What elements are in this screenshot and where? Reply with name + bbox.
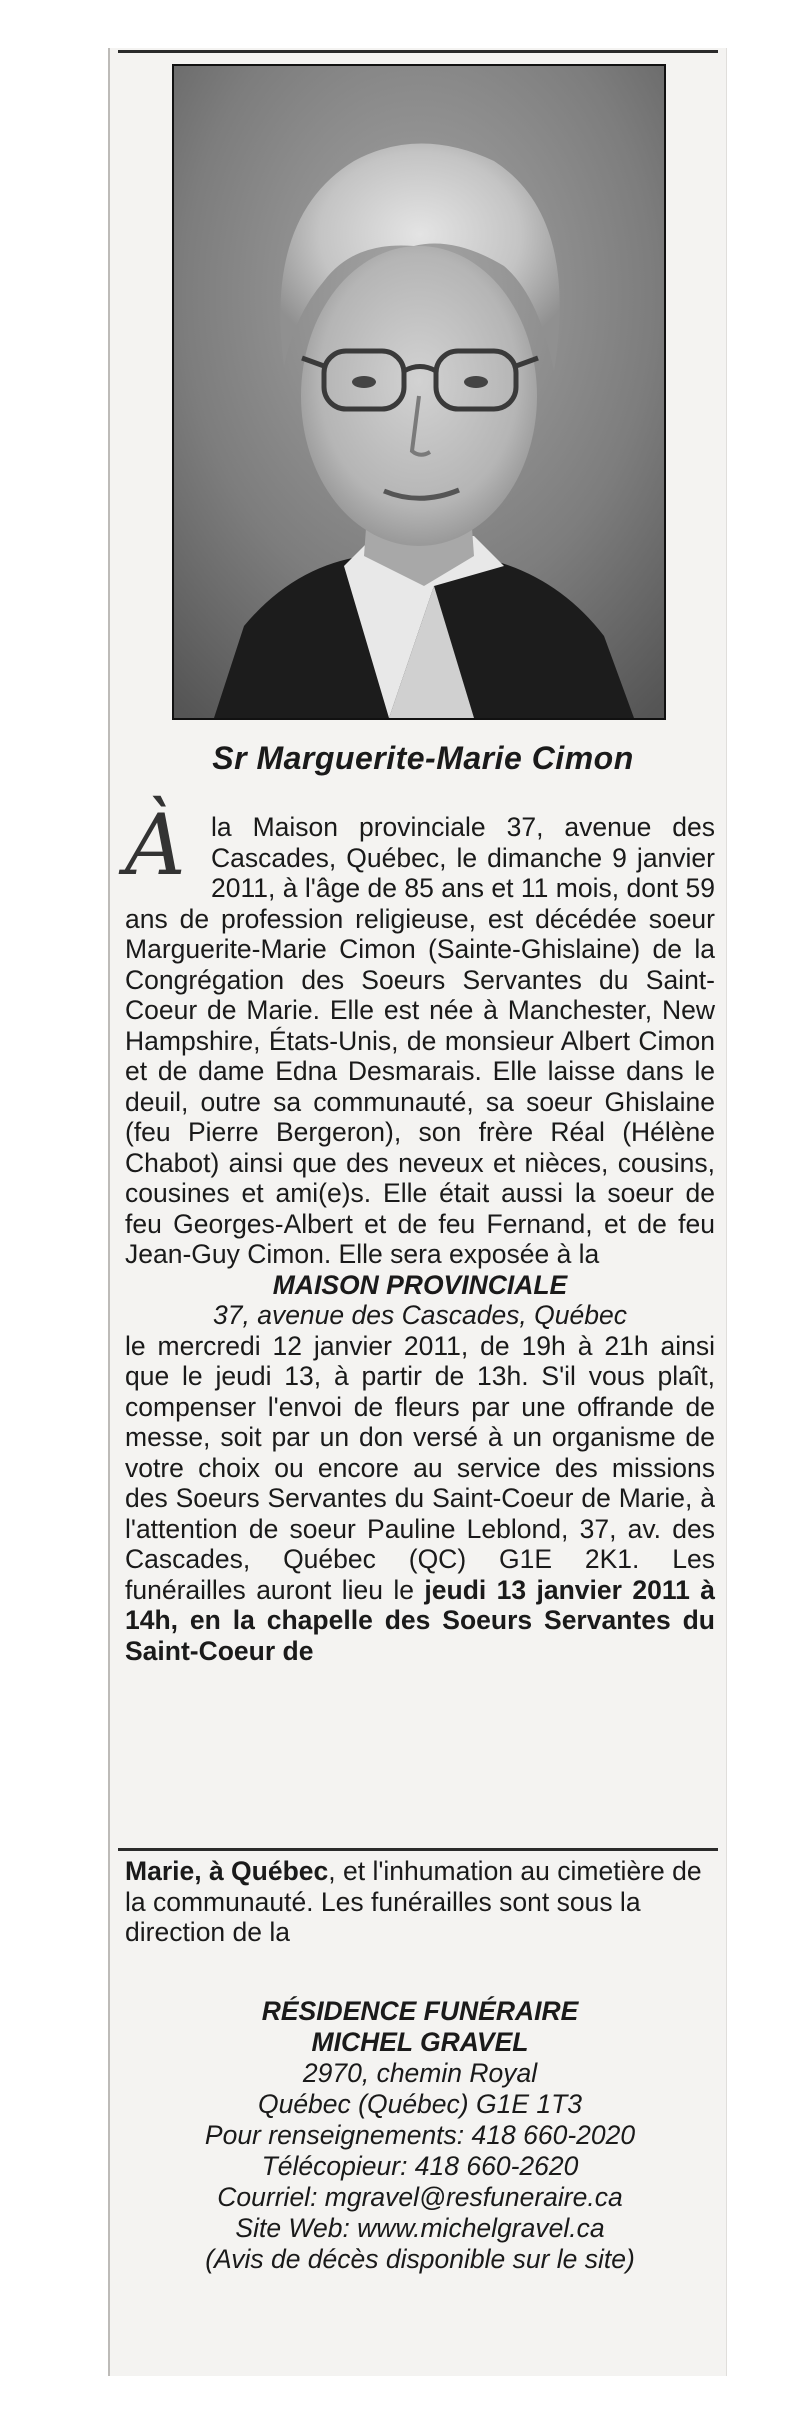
top-rule [118,50,718,53]
portrait-illustration [174,66,664,718]
funeral-date-bold: jeudi 13 janvier 2011 à 14h, en la chapelle des Soeurs Servantes du Saint-Coeur de [125,1574,715,1666]
obituary-continuation [125,1856,715,1948]
funeral-home-fax: Télécopieur: 418 660-2620 [261,2151,579,2181]
portrait-photo [172,64,666,720]
funeral-home-block [125,1996,715,2275]
funeral-home-name-1: RÉSIDENCE FUNÉRAIRE [261,1996,579,2026]
drop-cap: À [125,796,186,894]
funeral-home-city: Québec (Québec) G1E 1T3 [257,2089,583,2119]
location-address: 37, avenue des Cascades, Québec [213,1300,627,1330]
funeral-home-notice: (Avis de décès disponible sur le site) [205,2244,635,2274]
funeral-home-street: 2970, chemin Royal [302,2058,538,2088]
funeral-home-name-2: MICHEL GRAVEL [311,2027,529,2057]
obituary-paragraph-1: la Maison provinciale 37, avenue des Cascades, Québec, le dimanche 9 janvier 2011, à l'âge de 85 ans et 11 mois, dont 59 ans de profession religieuse, est décédée soeur Marguerite-Marie Cimon (Sainte-Ghislaine) de la Congrégation des Soeurs Servantes du Saint-Coeur de Marie. Elle est née à Manchester, New Hampshire, États-Unis, de monsieur Albert Cimon et de dame Edna Desmarais. Elle laisse dans le deuil, outre sa communauté, sa soeur Ghislaine (feu Pierre Bergeron), son frère Réal (Hélène Chabot) ainsi que des neveux et nièces, cousins, cousines et ami(e)s. Elle était aussi la soeur de feu Georges-Albert et de feu Fernand, et de feu Jean-Guy Cimon. Elle sera exposée à la [125,812,715,1269]
obituary-paragraph-3: , et l'inhumation au cimetière de la communauté. Les funérailles sont sous la direction de la [125,1856,702,1947]
funeral-home-phone: Pour renseignements: 418 660-2020 [204,2120,636,2150]
obituary-text [125,796,715,1666]
obituary-paragraph-2: le mercredi 12 janvier 2011, de 19h à 21h ainsi que le jeudi 13, à partir de 13h. S'il vous plaît, compenser l'envoi de fleurs par une offrande de messe, soit par un don versé à un organisme de votre choix ou encore au service des missions des Soeurs Servantes du Saint-Coeur de Marie, à l'attention de soeur Pauline Leblond, 37, av. des Cascades, Québec (QC) G1E 2K1. Les funérailles auront lieu le [125,1330,715,1605]
location-title: MAISON PROVINCIALE [272,1269,568,1300]
deceased-name: Sr Marguerite-Marie Cimon [212,740,634,776]
funeral-location-bold: Marie, à Québec [125,1856,329,1886]
funeral-home-email[interactable]: Courriel: mgravel@resfuneraire.ca [217,2182,623,2212]
column-divider [118,1848,718,1851]
funeral-home-website[interactable]: Site Web: www.michelgravel.ca [235,2213,605,2243]
